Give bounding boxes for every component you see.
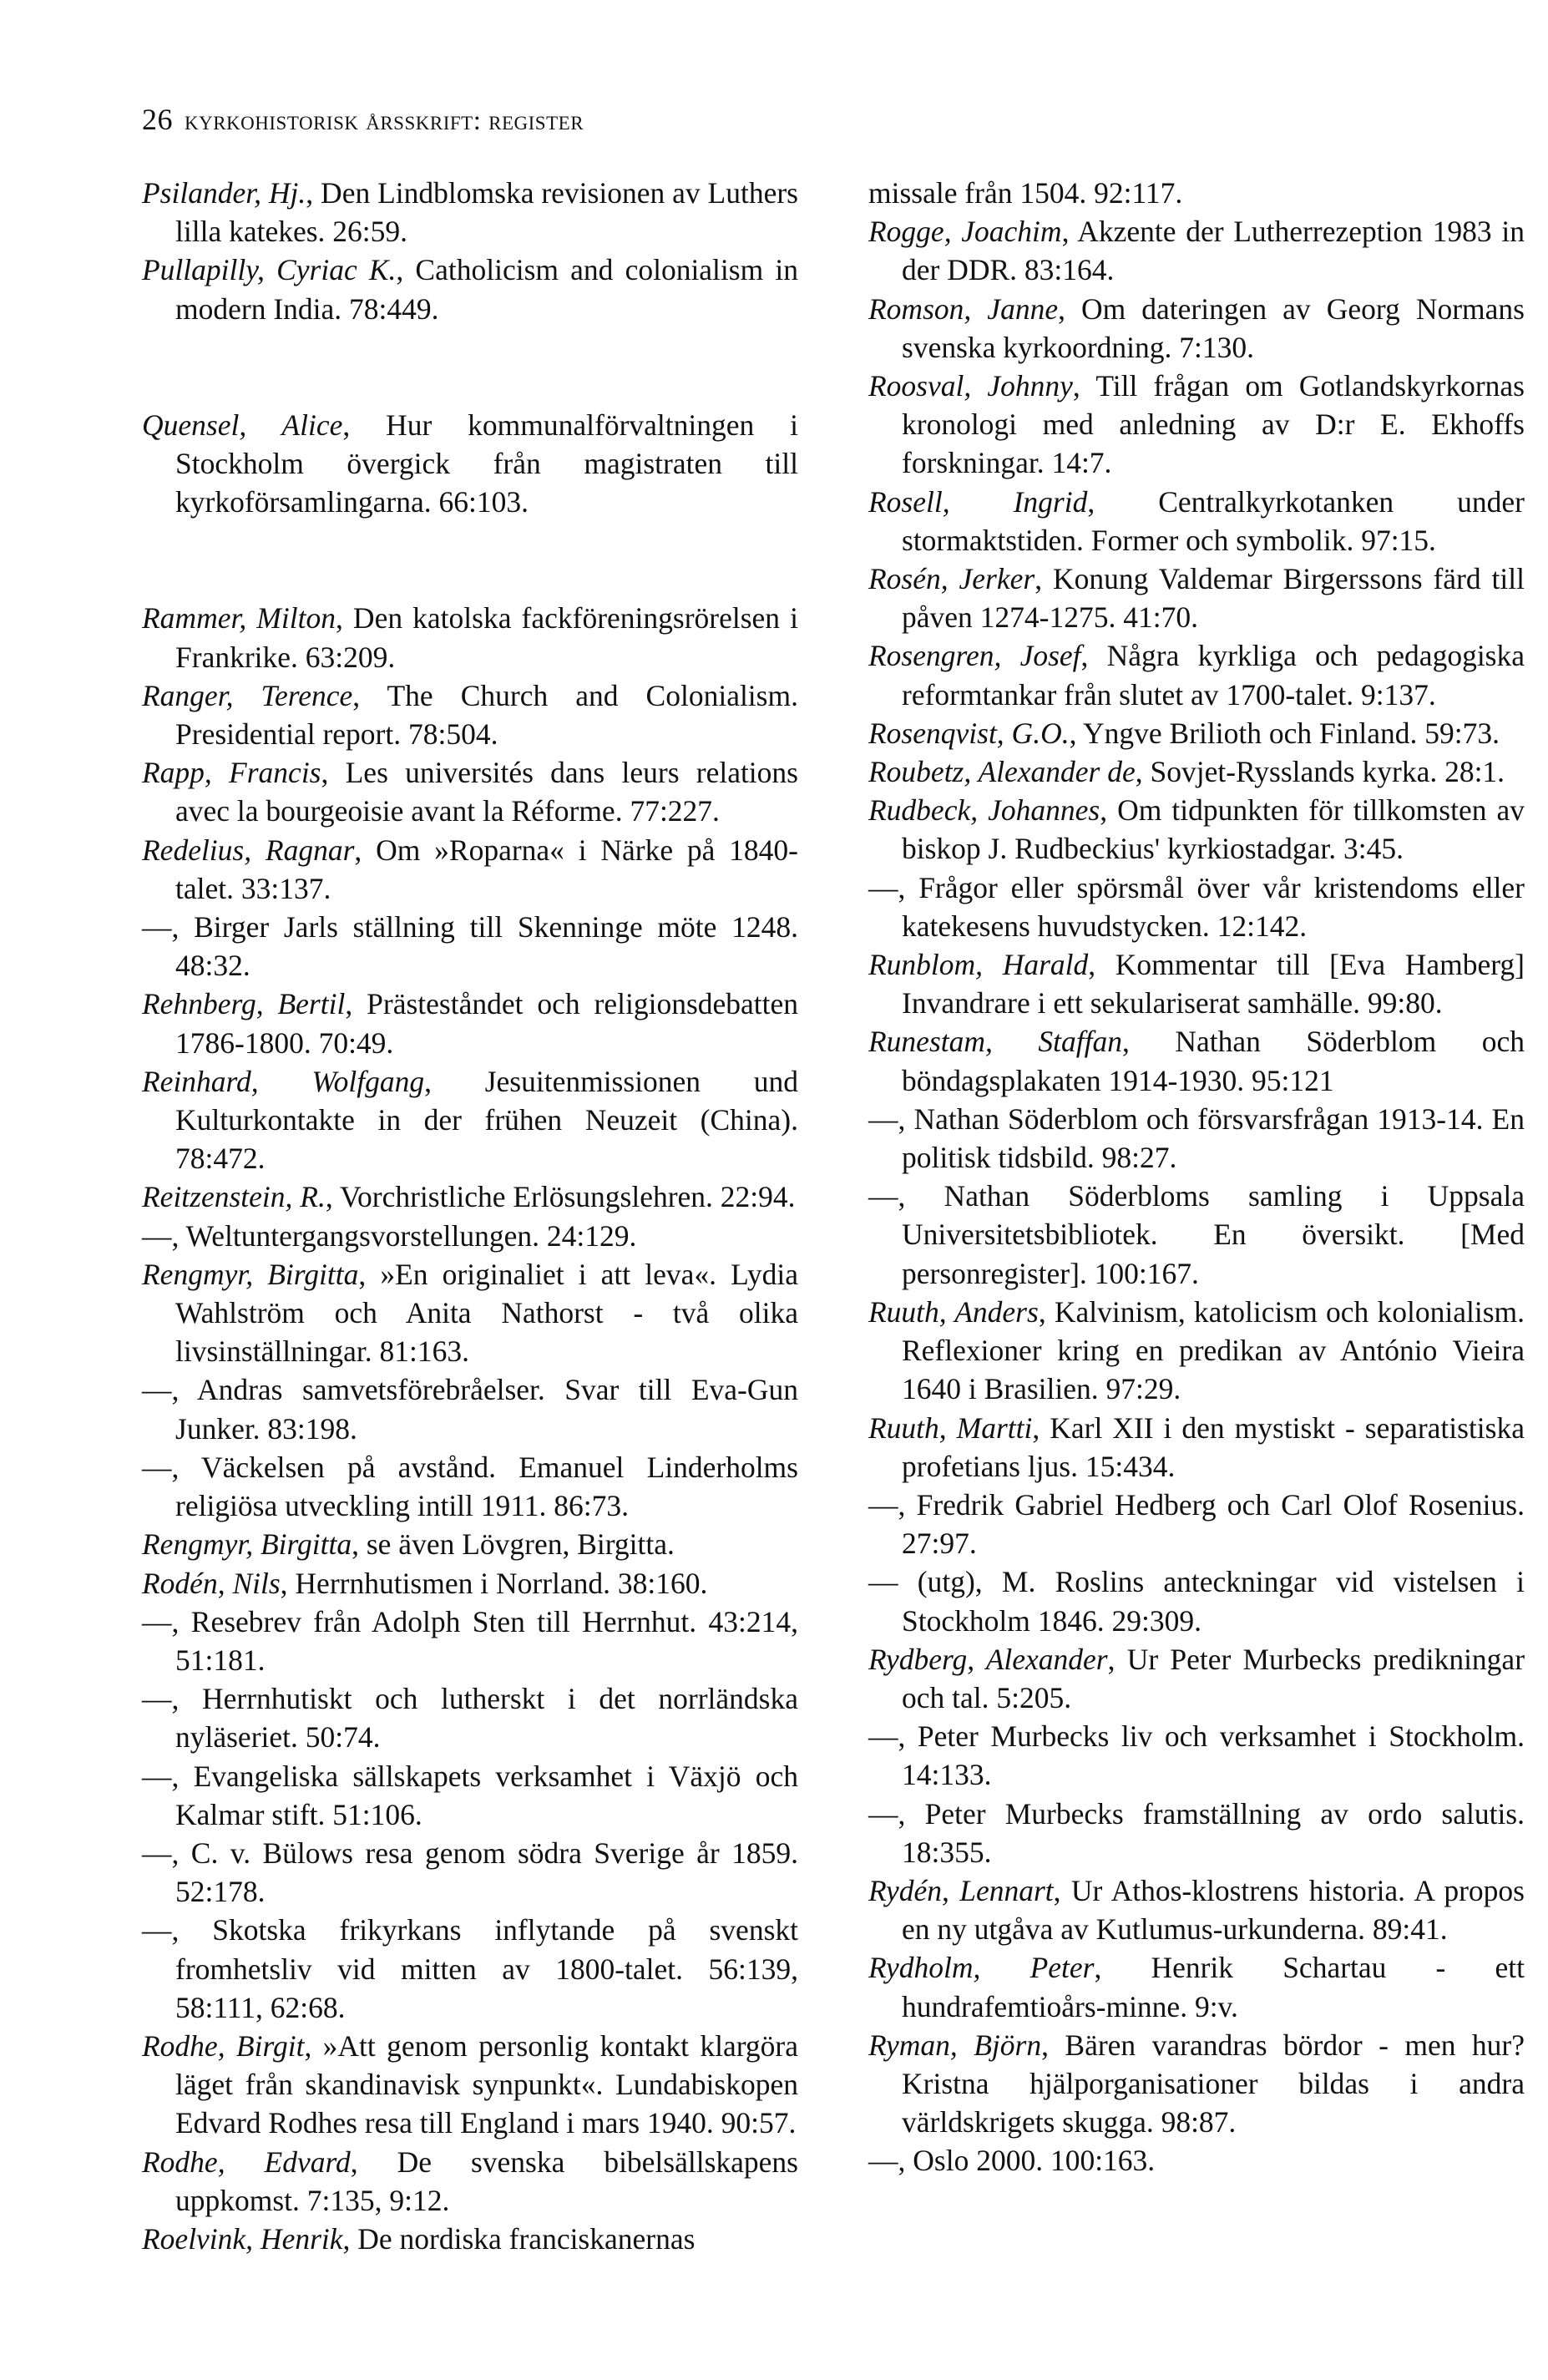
index-entry — [868, 791, 1525, 868]
entry-text: , Hur kommunalförvaltningen i Stockholm övergick från magistraten till kyrkoförsamlingarna. 66:103. — [175, 408, 798, 519]
author-name: Rogge, Joachim — [868, 215, 1062, 249]
index-entry — [142, 406, 798, 522]
entry-text: , Några kyrkliga och pedagogiska reformtankar från slutet av 1700-talet. 9:137. — [902, 639, 1525, 711]
entry-text: missale från 1504. 92:117. — [868, 176, 1183, 210]
entry-text: — (utg), M. Roslins anteckningar vid vistelsen i Stockholm 1846. 29:309. — [868, 1565, 1525, 1638]
left-column — [142, 174, 798, 2258]
author-name: Rydén, Lennart — [868, 1873, 1054, 1907]
entry-text: , Ur Peter Murbecks predikningar och tal. 5:205. — [902, 1642, 1525, 1714]
index-entry — [142, 1525, 798, 1563]
index-entry — [868, 1022, 1525, 1099]
index-entry — [868, 560, 1525, 636]
page-number: 26 — [142, 103, 173, 136]
index-entry — [142, 1217, 798, 1255]
author-name: Rudbeck, Johannes — [868, 793, 1100, 828]
entry-text: , Om dateringen av Georg Normans svenska kyrkoordning. 7:130. — [902, 291, 1525, 364]
author-name: Roelvink, Henrik — [142, 2221, 343, 2256]
entry-text: , Henrik Schartau - ett hundrafemtioårs-minne. 9:v. — [902, 1951, 1525, 2023]
entry-text: —, Peter Murbecks framställning av ordo salutis. 18:355. — [868, 1796, 1525, 1869]
entry-text: —, Weltuntergangsvorstellungen. 24:129. — [142, 1218, 637, 1253]
index-entry — [868, 2141, 1525, 2180]
entry-text: , Vorchristliche Erlösungslehren. 22:94. — [325, 1180, 796, 1214]
index-entry — [142, 599, 798, 676]
index-entry — [142, 1370, 798, 1447]
entry-text: , Herrnhutismen i Norrland. 38:160. — [280, 1566, 708, 1600]
entry-text: —, Peter Murbecks liv och verksamhet i Stockholm. 14:133. — [868, 1719, 1525, 1792]
entry-text: , Centralkyrkotanken under stormaktstiden. Former och symbolik. 97:15. — [902, 484, 1525, 557]
author-name: Quensel, Alice — [142, 408, 343, 442]
entry-text: , Catholicism and colonialism in modern India. 78:449. — [175, 253, 798, 326]
author-name: Rydberg, Alexander — [868, 1642, 1108, 1676]
index-entry — [142, 251, 798, 327]
index-entry — [868, 2026, 1525, 2142]
entry-text: , »En originaliet i att leva«. Lydia Wahlström och Anita Nathorst - två olika livsinställningar. 81:163. — [175, 1257, 798, 1369]
author-name: Ryman, Björn — [868, 2028, 1042, 2062]
index-entry — [142, 1448, 798, 1525]
author-name: Rodhe, Birgit — [142, 2028, 305, 2063]
index-entry — [142, 753, 798, 830]
author-name: Rapp, Francis — [142, 756, 321, 790]
author-name: Pullapilly, Cyriac K. — [142, 253, 397, 287]
author-name: Rammer, Milton — [142, 601, 336, 636]
entry-text: —, Oslo 2000. 100:163. — [868, 2144, 1156, 2178]
index-entry — [142, 831, 798, 908]
index-entry — [142, 174, 798, 251]
index-entry — [142, 2143, 798, 2220]
entry-text: , Yngve Brilioth och Finland. 59:73. — [1069, 716, 1500, 750]
entry-text: —, Nathan Söderblom och försvarsfrågan 1913-14. En politisk tidsbild. 98:27. — [868, 1101, 1525, 1175]
index-entry — [142, 985, 798, 1061]
author-name: Ruuth, Anders — [868, 1294, 1039, 1329]
index-entry — [868, 1100, 1525, 1177]
entry-text: , Den katolska fackföreningsrörelsen i Frankrike. 63:209. — [175, 601, 798, 674]
index-entry — [142, 1679, 798, 1756]
index-entry — [868, 1486, 1525, 1562]
author-name: Rosell, Ingrid — [868, 484, 1088, 519]
author-name: Rosenqvist, G.O. — [868, 716, 1070, 750]
index-entry — [868, 1409, 1525, 1486]
index-entry — [142, 1062, 798, 1178]
index-entry — [868, 752, 1525, 791]
index-entry — [868, 174, 1525, 212]
author-name: Runestam, Staffan — [868, 1025, 1122, 1059]
index-entry — [868, 483, 1525, 560]
index-entry — [142, 2220, 798, 2258]
running-header — [142, 102, 584, 137]
entry-text: , Les universités dans leurs relations avec la bourgeoisie avant la Réforme. 77:227. — [175, 756, 798, 828]
entry-text: , Om »Roparna« i Närke på 1840-talet. 33:137. — [175, 833, 798, 905]
index-entry — [142, 1564, 798, 1603]
entry-text: , Kalvinism, katolicism och kolonialism. Reflexioner kring en predikan av António Vieira 1640 i Brasilien. 97:29. — [902, 1294, 1525, 1406]
entry-text: , Akzente der Lutherrezeption 1983 in der DDR. 83:164. — [902, 215, 1525, 287]
entry-text: —, Väckelsen på avstånd. Emanuel Linderholms religiösa utveckling intill 1911. 86:73. — [142, 1450, 798, 1523]
author-name: Rosengren, Josef — [868, 639, 1081, 673]
entry-text: , se även Lövgren, Birgitta. — [352, 1527, 675, 1562]
index-entry — [142, 1177, 798, 1216]
author-name: Romson, Janne — [868, 291, 1059, 326]
entry-text: —, Frågor eller spörsmål över vår kristendoms eller katekesens huvudstycken. 12:142. — [868, 870, 1525, 943]
entry-text: —, Fredrik Gabriel Hedberg och Carl Olof Rosenius. 27:97. — [868, 1487, 1525, 1561]
entry-text: —, Skotska frikyrkans inflytande på svenskt fromhetsliv vid mitten av 1800-talet. 56:139, 58:111, 62:68. — [142, 1913, 798, 2024]
author-name: Redelius, Ragnar — [142, 833, 355, 867]
author-name: Rengmyr, Birgitta — [142, 1527, 352, 1562]
author-name: Rengmyr, Birgitta — [142, 1257, 359, 1291]
index-entry — [868, 1871, 1525, 1948]
index-entry — [868, 290, 1525, 367]
entry-text: , Den Lindblomska revisionen av Luthers lilla katekes. 26:59. — [175, 176, 798, 249]
index-entry — [868, 868, 1525, 945]
author-name: Roosval, Johnny — [868, 369, 1073, 403]
index-entry — [868, 1177, 1525, 1293]
entry-text: , Ur Athos-klostrens historia. A propos en ny utgåva av Kutlumus-urkunderna. 89:41. — [902, 1873, 1525, 1947]
entry-text: , Till frågan om Gotlandskyrkornas kronologi med anledning av D:r E. Ekhoffs forskningar. 14:7. — [902, 369, 1525, 480]
entry-text: , De nordiska franciskanernas — [342, 2221, 696, 2256]
entry-text: , Om tidpunkten för tillkomsten av biskop J. Rudbeckius' kyrkiostadgar. 3:45. — [902, 793, 1525, 866]
author-name: Runblom, Harald — [868, 948, 1089, 982]
index-entry — [868, 212, 1525, 289]
entry-text: , Bären varandras bördor - men hur? Kristna hjälporganisationer bildas i andra världskrigets skugga. 98:87. — [902, 2028, 1525, 2139]
author-name: Ranger, Terence — [142, 678, 353, 712]
entry-text: , Jesuitenmissionen und Kulturkontakte in der frühen Neuzeit (China). 78:472. — [175, 1064, 798, 1176]
index-entry — [142, 1834, 798, 1911]
entry-text: , Prästeståndet och religionsdebatten 1786-1800. 70:49. — [175, 987, 799, 1060]
author-name: Reinhard, Wolfgang — [142, 1064, 425, 1098]
index-entry — [142, 908, 798, 985]
entry-text: —, Birger Jarls ställning till Skenninge möte 1248. 48:32. — [142, 910, 798, 983]
author-name: Rodén, Nils — [142, 1566, 281, 1600]
entry-text: —, Nathan Söderbloms samling i Uppsala Universitetsbibliotek. En översikt. [Med personregister]. 100:167. — [868, 1179, 1525, 1290]
author-name: Ruuth, Martti — [868, 1410, 1033, 1445]
entry-text: —, Evangeliska sällskapets verksamhet i Växjö och Kalmar stift. 51:106. — [142, 1759, 798, 1831]
entry-text: , Konung Valdemar Birgerssons färd till påven 1274-1275. 41:70. — [902, 562, 1525, 635]
index-entry — [142, 676, 798, 753]
index-entry — [868, 1717, 1525, 1794]
index-entry — [142, 1757, 798, 1834]
entry-text: , Karl XII i den mystiskt - separatistiska profetians ljus. 15:434. — [902, 1410, 1525, 1483]
entry-text: —, Andras samvetsförebråelser. Svar till Eva-Gun Junker. 83:198. — [142, 1373, 798, 1446]
index-entry — [868, 945, 1525, 1022]
index-entry — [868, 1562, 1525, 1639]
author-name: Psilander, Hj. — [142, 176, 306, 210]
index-entry — [142, 1911, 798, 2027]
author-name: Rodhe, Edvard — [142, 2145, 351, 2179]
entry-text: , The Church and Colonialism. Presidential report. 78:504. — [175, 678, 798, 752]
index-entry — [142, 1255, 798, 1371]
index-entry — [868, 1640, 1525, 1717]
index-entry — [868, 1795, 1525, 1871]
entry-text: , Kommentar till [Eva Hamberg] Invandrare i ett sekulariserat samhälle. 99:80. — [902, 948, 1525, 1020]
index-entry — [868, 714, 1525, 752]
index-entry — [142, 2027, 798, 2143]
author-name: Rydholm, Peter — [868, 1951, 1095, 1985]
entry-text: , Nathan Söderblom och böndagsplakaten 1914-1930. 95:121 — [902, 1025, 1525, 1097]
index-entry — [868, 1293, 1525, 1409]
index-entry — [868, 1948, 1525, 2025]
index-entry — [868, 367, 1525, 483]
entry-text: —, Herrnhutiskt och lutherskt i det norrländska nyläseriet. 50:74. — [142, 1682, 798, 1755]
author-name: Roubetz, Alexander de — [868, 755, 1136, 789]
entry-text: , »Att genom personlig kontakt klargöra läget från skandinavisk synpunkt«. Lundabiskopen Edvard Rodhes resa till England i mars 1940. 90:57. — [175, 2028, 798, 2140]
running-title: kyrkohistorisk årsskrift: register — [185, 106, 584, 136]
entry-text: , De svenska bibelsällskapens uppkomst. 7:135, 9:12. — [175, 2145, 798, 2217]
index-entry — [142, 1603, 798, 1679]
entry-text: , Sovjet-Rysslands kyrka. 28:1. — [1135, 755, 1505, 789]
right-column — [868, 174, 1525, 2180]
entry-text: —, C. v. Bülows resa genom södra Sverige år 1859. 52:178. — [142, 1836, 798, 1909]
author-name: Rehnberg, Bertil — [142, 987, 346, 1021]
author-name: Reitzenstein, R. — [142, 1180, 326, 1214]
entry-text: —, Resebrev från Adolph Sten till Herrnhut. 43:214, 51:181. — [142, 1604, 798, 1677]
author-name: Rosén, Jerker — [868, 562, 1035, 596]
index-entry — [868, 636, 1525, 713]
